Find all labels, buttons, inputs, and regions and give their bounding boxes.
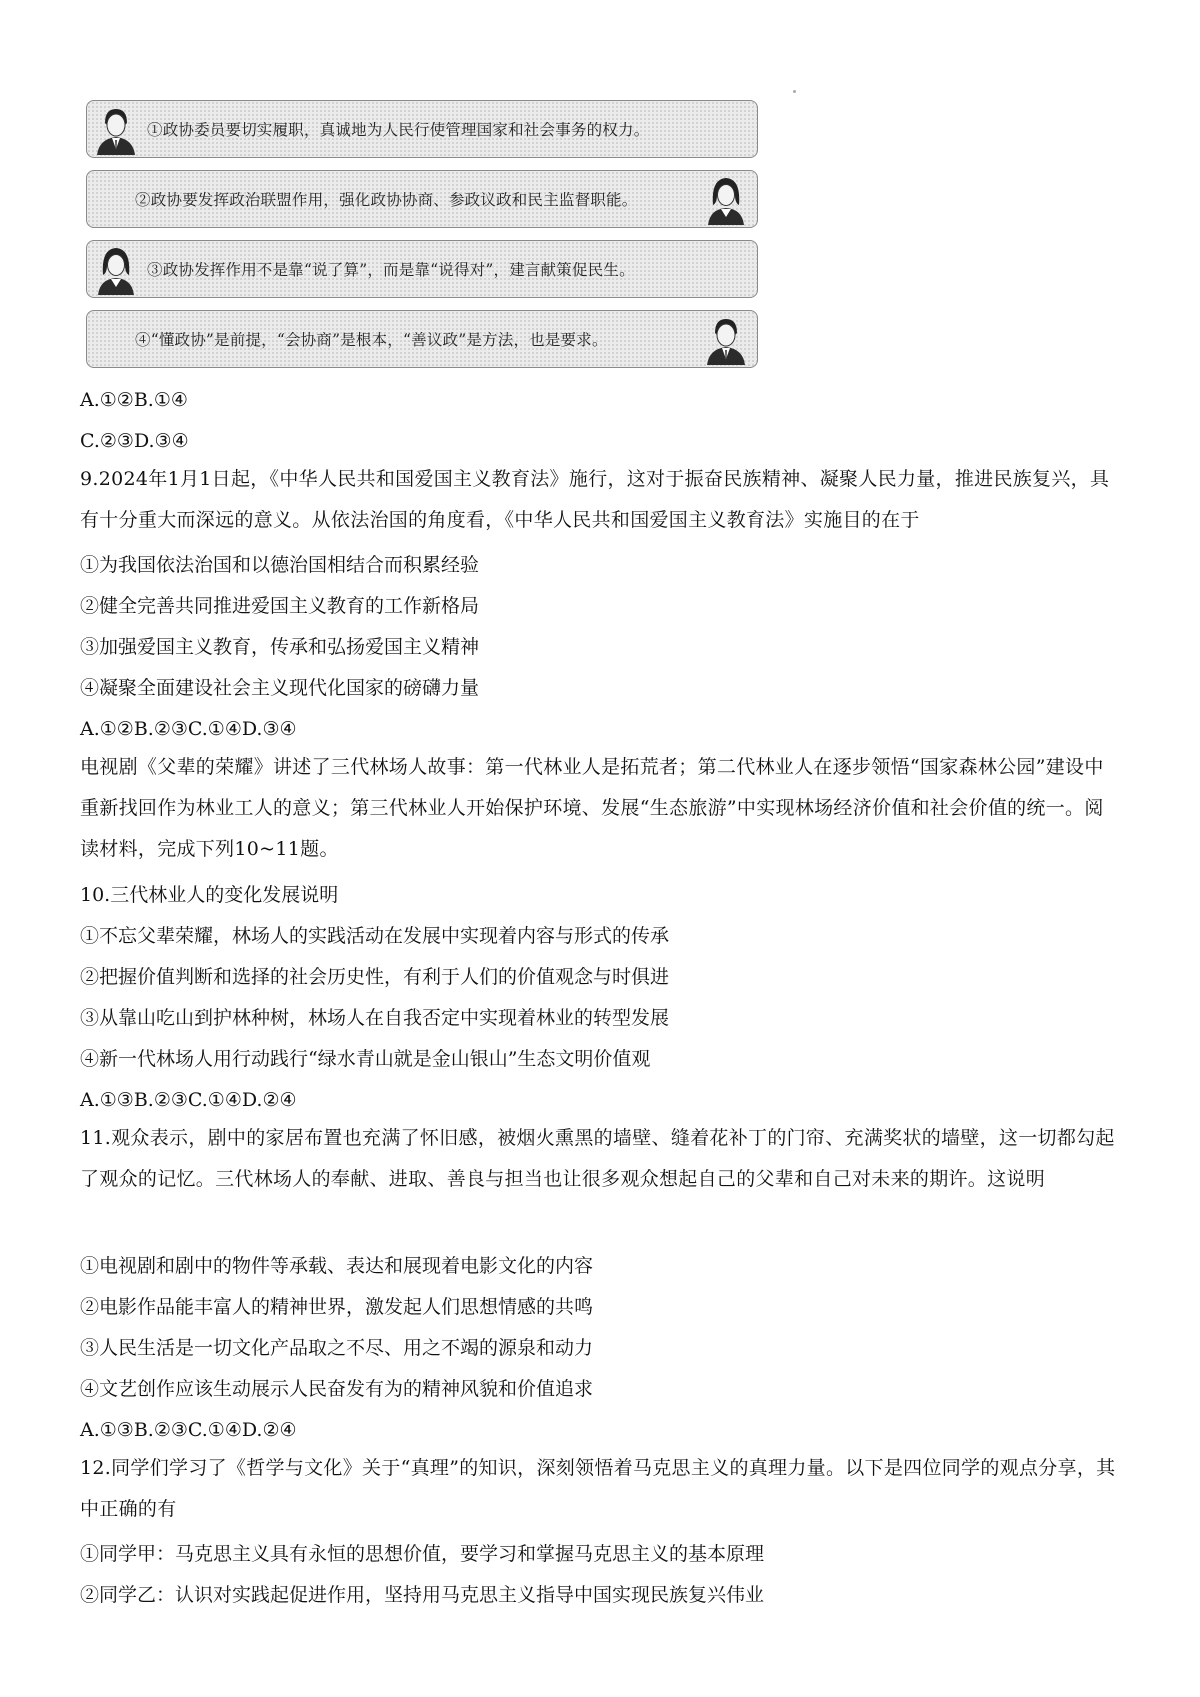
q10-item-2: ②把握价值判断和选择的社会历史性，有利于人们的价值观念与时俱进 (80, 966, 670, 988)
q11-stem: 11.观众表示，剧中的家居布置也充满了怀旧感，被烟火熏黑的墙壁、缝着花补丁的门帘、充满奖状的墙壁，这一切都勾起了观众的记忆。三代林场人的奉献、进取、善良与担当也让很多观众想起自己的父辈和自己对未来的期许。这说明 (80, 1127, 1115, 1190)
opinion-card-4 (86, 310, 758, 368)
q11-item-2: ②电影作品能丰富人的精神世界，激发起人们思想情感的共鸣 (80, 1296, 594, 1318)
reading-material: 电视剧《父辈的荣耀》讲述了三代林场人故事：第一代林业人是拓荒者；第二代林业人在逐步领悟“国家森林公园”建设中重新找回作为林业工人的意义；第三代林业人开始保护环境、发展“生态旅游”中实现林场经济价值和社会价值的统一。阅读材料，完成下列10~11题。 (80, 756, 1104, 860)
scan-dot (793, 90, 796, 93)
q11-item-3: ③人民生活是一切文化产品取之不尽、用之不竭的源泉和动力 (80, 1337, 594, 1359)
q10-stem: 10.三代林业人的变化发展说明 (80, 884, 339, 906)
q10-options: A.①③B.②③C.①④D.②④ (80, 1089, 297, 1111)
man-avatar-icon (91, 103, 141, 155)
man-avatar-icon (701, 313, 751, 365)
q9-options: A.①②B.②③C.①④D.③④ (80, 718, 297, 740)
q9-item-1: ①为我国依法治国和以德治国相结合而积累经验 (80, 554, 480, 576)
opinion-card-2 (86, 170, 758, 228)
q11-item-4: ④文艺创作应该生动展示人民奋发有为的精神风貌和价值追求 (80, 1378, 594, 1400)
opinion-text: ③政协发挥作用不是靠“说了算”，而是靠“说得对”，建言献策促民生。 (147, 261, 635, 279)
q9-item-2: ②健全完善共同推进爱国主义教育的工作新格局 (80, 595, 480, 617)
q8-options-2: C.②③D.③④ (80, 430, 189, 452)
q9-item-4: ④凝聚全面建设社会主义现代化国家的磅礴力量 (80, 677, 480, 699)
q8-options-1: A.①②B.①④ (80, 389, 188, 411)
q10-item-1: ①不忘父辈荣耀，林场人的实践活动在发展中实现着内容与形式的传承 (80, 925, 670, 947)
q11-options: A.①③B.②③C.①④D.②④ (80, 1419, 297, 1441)
woman-avatar-icon (701, 173, 751, 225)
opinion-text: ②政协要发挥政治联盟作用，强化政协协商、参政议政和民主监督职能。 (135, 191, 638, 209)
q12-stem: 12.同学们学习了《哲学与文化》关于“真理”的知识，深刻领悟着马克思主义的真理力量。以下是四位同学的观点分享，其中正确的有 (80, 1457, 1116, 1520)
q11-item-1: ①电视剧和剧中的物件等承载、表达和展现着电影文化的内容 (80, 1255, 594, 1277)
q9-item-3: ③加强爱国主义教育，传承和弘扬爱国主义精神 (80, 636, 480, 658)
q10-item-4: ④新一代林场人用行动践行“绿水青山就是金山银山”生态文明价值观 (80, 1048, 651, 1070)
q9-stem: 9.2024年1月1日起，《中华人民共和国爱国主义教育法》施行，这对于振奋民族精神、凝聚人民力量，推进民族复兴，具有十分重大而深远的意义。从依法治国的角度看，《中华人民共和国爱国主义教育法》实施目的在于 (80, 468, 1110, 531)
q10-item-3: ③从靠山吃山到护林种树，林场人在自我否定中实现着林业的转型发展 (80, 1007, 670, 1029)
q12-item-2: ②同学乙：认识对实践起促进作用，坚持用马克思主义指导中国实现民族复兴伟业 (80, 1584, 765, 1606)
opinion-text: ①政协委员要切实履职，真诚地为人民行使管理国家和社会事务的权力。 (147, 121, 650, 139)
cppcc-opinions-figure (86, 100, 762, 370)
woman-avatar-icon (91, 243, 141, 295)
opinion-card-1 (86, 100, 758, 158)
opinion-card-3 (86, 240, 758, 298)
opinion-text: ④“懂政协”是前提，“会协商”是根本，“善议政”是方法，也是要求。 (135, 331, 608, 349)
q12-item-1: ①同学甲：马克思主义具有永恒的思想价值，要学习和掌握马克思主义的基本原理 (80, 1543, 765, 1565)
